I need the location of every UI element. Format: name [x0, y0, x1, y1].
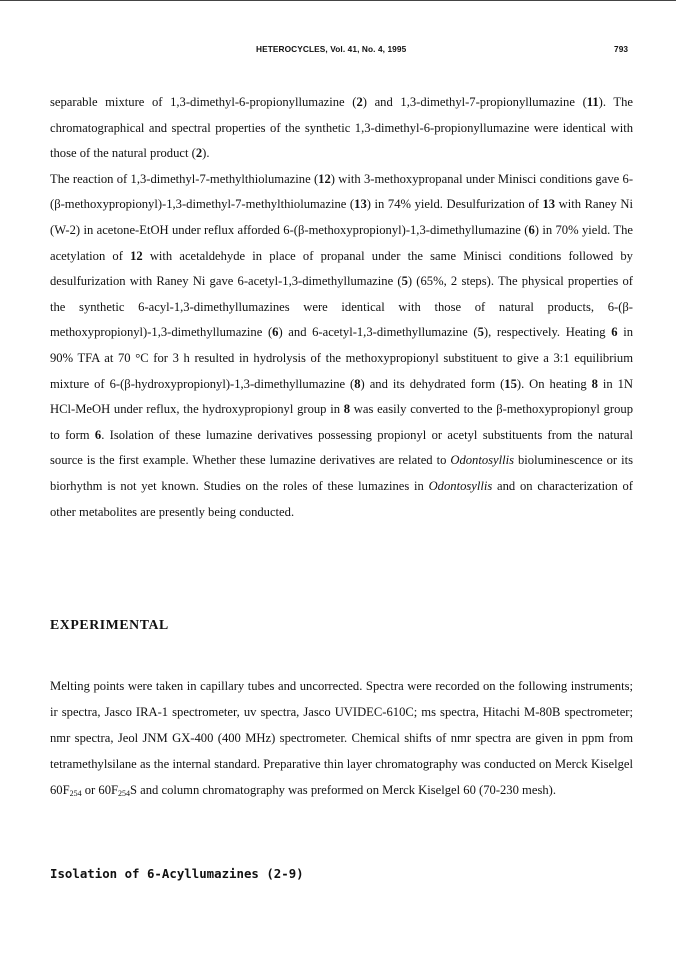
- text-run: in 90% TFA at 70 °C for 3 h resulted in hydrolysis of the methoxypropionyl substituent to give a 3:1 equilibrium mixture of 6-(β-hydroxypropionyl)-1,3-dimethyllumazine (: [50, 325, 633, 391]
- text-run: ), respectively. Heating: [483, 325, 612, 340]
- text-run: ) in 74% yield. Desulfurization of: [366, 197, 543, 212]
- text-run: ). On heating: [516, 376, 592, 391]
- species-name: Odontosyllis: [428, 478, 493, 493]
- compound-number: 8: [354, 376, 361, 391]
- text-run: ) and its dehydrated form (: [360, 376, 505, 391]
- compound-number: 13: [542, 197, 556, 212]
- section-heading-experimental: EXPERIMENTAL: [50, 617, 169, 632]
- compound-number: 6: [528, 222, 535, 237]
- compound-number: 13: [354, 197, 367, 212]
- experimental-paragraph: [50, 674, 633, 805]
- compound-number: 6: [94, 427, 102, 442]
- subscript: 254: [69, 788, 82, 798]
- compound-number: 11: [586, 95, 599, 109]
- top-rule: [0, 0, 676, 1]
- text-run: and on characterization of other metabolites are presently being conducted.: [50, 478, 634, 519]
- text-run: ). The chromatographical and spectral properties of the synthetic 1,3-dimethyl-6-propionyllumazine were identical with those of the natural product (: [50, 95, 633, 161]
- text-run: . Isolation of these lumazine derivatives possessing propionyl or acetyl substituents from the natural source is the first example. Whether these lumazine derivatives are related to: [50, 427, 633, 468]
- text-run: separable mixture of 1,3-dimethyl-6-propionyllumazine (: [50, 95, 357, 109]
- text-run: with acetaldehyde in place of propanal under the same Minisci conditions followed by desulfurization with Raney Ni gave 6-acetyl-1,3-dimethyllumazine (: [50, 248, 633, 289]
- subsection-heading: Isolation of 6-Acyllumazines (2-9): [50, 866, 304, 881]
- text-run: ).: [202, 146, 210, 161]
- text-run: ) in 70% yield. The acetylation of: [50, 222, 633, 263]
- species-name: Odontosyllis: [450, 453, 515, 468]
- compound-number: 6: [611, 325, 618, 340]
- compound-number: 8: [343, 402, 351, 417]
- paragraph-continuation: [50, 90, 633, 167]
- text-run: ) and 1,3-dimethyl-7-propionyllumazine (: [362, 95, 587, 109]
- compound-number: 12: [318, 171, 331, 186]
- text-run: with Raney Ni (W-2) in acetone-EtOH under reflux afforded 6-(β-methoxypropionyl)-1,3-dimethyllumazine (: [50, 197, 633, 237]
- running-head: [0, 44, 676, 58]
- text-run: or 60F: [81, 782, 118, 797]
- main-text: [50, 90, 633, 525]
- journal-citation: HETEROCYCLES, Vol. 41, No. 4, 1995: [256, 44, 407, 54]
- text-run: in 1N HCl-MeOH under reflux, the hydroxypropionyl group in: [50, 376, 633, 417]
- compound-number: 8: [591, 376, 598, 391]
- text-run: ) and 6-acetyl-1,3-dimethyllumazine (: [278, 325, 478, 340]
- compound-number: 5: [477, 325, 484, 340]
- subscript: 254: [118, 788, 130, 798]
- compound-number: 2: [356, 95, 363, 109]
- text-run: was easily converted to the β-methoxypropionyl group to form: [50, 402, 634, 442]
- paragraph-methods: [50, 674, 633, 805]
- text-run: The reaction of 1,3-dimethyl-7-methylthiolumazine (: [50, 171, 319, 186]
- text-run: S and column chromatography was preformed on Merck Kiselgel 60 (70-230 mesh).: [130, 782, 556, 797]
- compound-number: 6: [272, 325, 279, 340]
- text-run: ) with 3-methoxypropanal under Minisci conditions gave 6-(β-methoxypropionyl)-1,3-dimethyl-7-methylthiolumazine (: [50, 171, 634, 212]
- compound-number: 2: [195, 146, 203, 161]
- compound-number: 12: [130, 248, 143, 263]
- page-number: 793: [614, 44, 629, 54]
- text-run: Melting points were taken in capillary tubes and uncorrected. Spectra were recorded on the following instruments; ir spectra, Jasco IRA-1 spectrometer, uv spectra, Jasco UVIDEC-610C; ms spectra, Hitachi M-80B spectrometer; nmr spectra, Jeol JNM GX-400 (400 MHz) spectrometer. Chemical shifts of nmr spectra are given in ppm from tetramethylsilane as the internal standard. Preparative thin layer chromatography was conducted on Merck Kiselgel 60F: [50, 679, 633, 797]
- compound-number: 15: [504, 376, 517, 391]
- text-run: bioluminescence or its biorhythm is not yet known. Studies on the roles of these lumazines in: [50, 453, 633, 493]
- compound-number: 5: [401, 274, 408, 289]
- text-run: ) (65%, 2 steps). The physical properties of the synthetic 6-acyl-1,3-dimethyllumazines were identical with those of natural products, 6-(β-methoxypropionyl)-1,3-dimethyllumazine (: [50, 274, 634, 340]
- paragraph-synthesis: [50, 167, 633, 525]
